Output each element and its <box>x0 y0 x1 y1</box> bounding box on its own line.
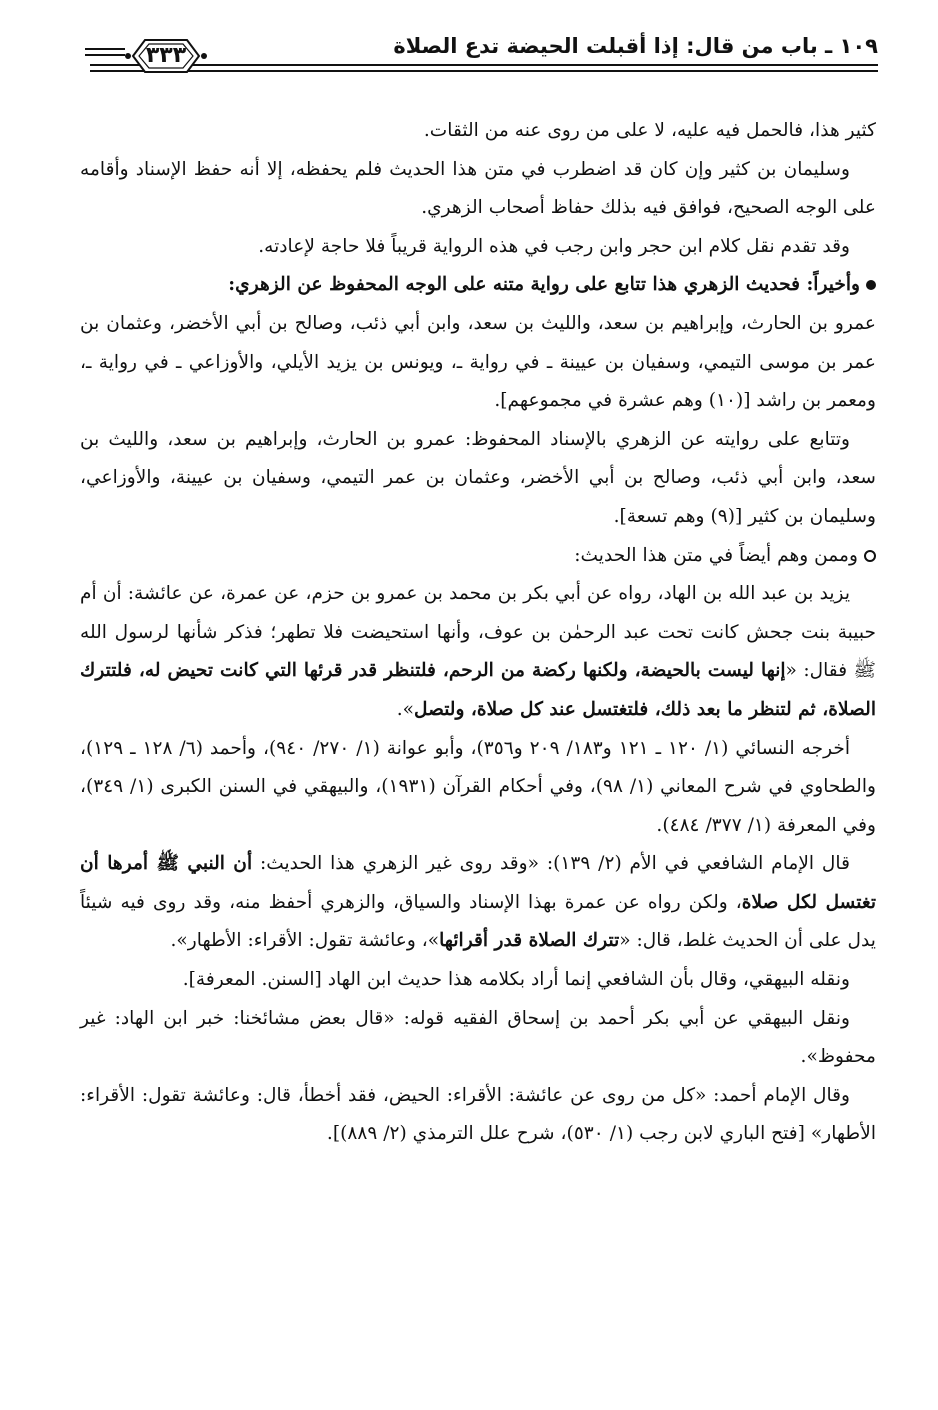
paragraph-10 <box>80 845 876 961</box>
paragraph-7 <box>80 537 876 576</box>
page-number-badge <box>123 34 209 78</box>
hadith-close: ». <box>396 698 414 720</box>
bullet-ring-icon <box>864 550 876 562</box>
paragraph-3: وقد تقدم نقل كلام ابن حجر وابن رجب في هذه الرواية قريباً فلا حاجة لإعادته. <box>258 235 850 257</box>
heading-followers: وأخيراً: فحديث الزهري هذا تتابع على رواية متنه على الوجه المحفوظ عن الزهري: <box>228 274 860 296</box>
hadith-text: إنها ليست بالحيضة، ولكنها ركضة من الرحم، فلتنظر قدر قرئها التي كانت تحيض له، فلتترك الصلاة، ثم لتنظر ما بعد ذلك، فلتغتسل عند كل صلاة، ولتصل <box>80 660 876 720</box>
header-left-rules <box>85 48 125 58</box>
heading-others: وممن وهم أيضاً في متن هذا الحديث: <box>574 544 858 566</box>
page-number: ٣٣٣ <box>145 43 187 68</box>
paragraph-6: وتتابع على روايته عن الزهري بالإسناد المحفوظ: عمرو بن الحارث، وإبراهيم بن سعد، والليث بن سعد، وابن أبي ذئب، وصالح بن أبي الأخضر، وعثمان بن عمر التيمي، وسفيان بن عيينة، والأوزاعي، وسليمان بن كثير [(٩) وهم تسعة]. <box>80 428 876 527</box>
shafii-bold-2: تترك الصلاة قدر أقرائها <box>439 930 620 952</box>
paragraph-8 <box>80 575 876 729</box>
chapter-title: ١٠٩ ـ باب من قال: إذا أقبلت الحيضة تدع الصلاة <box>393 34 878 58</box>
shafii-mid: ، ولكن رواه عن عمرة بهذا الإسناد والسياق، والزهري أحفظ منه، وقد روى فيه شيئاً يدل على أن الحديث غلط، قال: « <box>80 891 876 952</box>
paragraph-1: كثير هذا، فالحمل فيه عليه، لا على من روى عنه من الثقات. <box>423 120 876 141</box>
bullet-dot-icon <box>866 280 876 290</box>
shafii-bold-1: أن النبي ﷺ أمرها أن تغتسل لكل صلاة <box>80 853 876 913</box>
paragraph-11: ونقله البيهقي، وقال بأن الشافعي إنما أراد بكلامه هذا حديث ابن الهاد [السنن. المعرفة]. <box>182 969 850 991</box>
page-body <box>80 112 876 1154</box>
paragraph-4 <box>80 266 876 305</box>
paragraph-9: أخرجه النسائي (١/ ١٢٠ ـ ١٢١ و١٨٣/ ٢٠٩ و٣٥٦)، وأبو عوانة (١/ ٢٧٠/ ٩٤٠)، وأحمد (٦/ ١٢٨ ـ ١٢٩)، والطحاوي في شرح المعاني (١/ ٩٨)، وفي أحكام القرآن (١٩٣١)، والبيهقي في السنن الكبرى (١/ ٣٤٩)، وفي المعرفة (١/ ٣٧٧/ ٤٨٤). <box>80 737 876 836</box>
paragraph-12: ونقل البيهقي عن أبي بكر أحمد بن إسحاق الفقيه قوله: «قال بعض مشائخنا: خبر ابن الهاد: غير محفوظ». <box>80 1007 876 1068</box>
shafii-intro: قال الإمام الشافعي في الأم (٢/ ١٣٩): «وقد روى غير الزهري هذا الحديث: <box>252 853 850 875</box>
paragraph-13: وقال الإمام أحمد: «كل من روى عن عائشة: الأقراء: الحيض، فقد أخطأ، قال: وعائشة تقول: الأقراء: الأطهار» [فتح الباري لابن رجب (١/ ٥٣٠)، شرح علل الترمذي (٢/ ٨٨٩)]. <box>80 1084 876 1145</box>
hadith-intro: يزيد بن عبد الله بن الهاد، رواه عن أبي بكر بن محمد بن عمرو بن حزم، عن عمرة، عن عائشة: أن أم حبيبة بنت جحش كانت تحت عبد الرحمٰن بن عوف، وأنها استحيضت فلا تطهر؛ فذكر شأنها لرسول الله ﷺ فقال: « <box>80 583 876 682</box>
page-header <box>85 30 878 90</box>
paragraph-5: عمرو بن الحارث، وإبراهيم بن سعد، والليث بن سعد، وابن أبي ذئب، وصالح بن أبي الأخضر، وعثمان بن عمر بن موسى التيمي، وسفيان بن عيينة ـ في رواية ـ، ويونس بن يزيد الأيلي، والأوزاعي ـ في رواية ـ، ومعمر بن راشد [(١٠) وهم عشرة في مجموعهم]. <box>80 312 876 412</box>
paragraph-2: وسليمان بن كثير وإن كان قد اضطرب في متن هذا الحديث فلم يحفظه، إلا أنه حفظ الإسناد وأقامه على الوجه الصحيح، فوافق فيه بذلك حفاظ أصحاب الزهري. <box>80 158 876 219</box>
shafii-end: »، وعائشة تقول: الأقراء: الأطهار». <box>170 930 440 952</box>
